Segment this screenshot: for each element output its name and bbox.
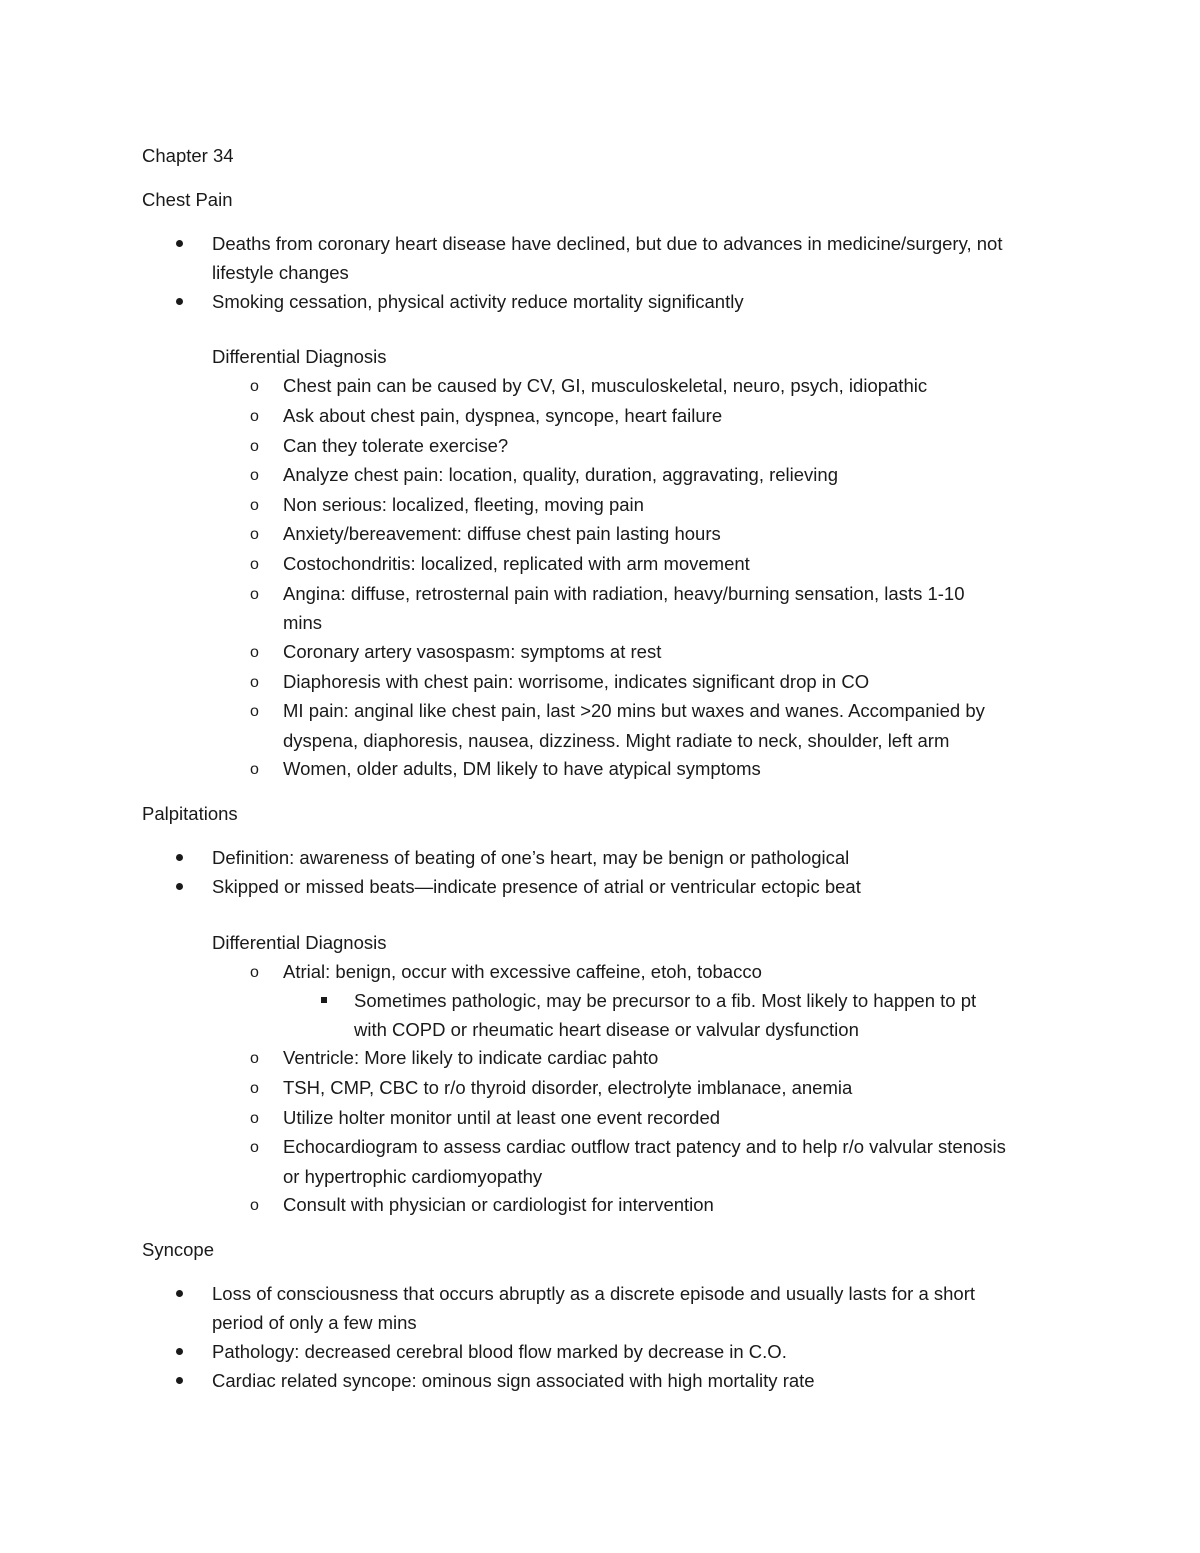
list-item: Can they tolerate exercise? (283, 435, 509, 456)
subheading-differential-diagnosis: Differential Diagnosis (212, 932, 387, 953)
list-item: Analyze chest pain: location, quality, duration, aggravating, relieving (283, 464, 838, 485)
list-item: Coronary artery vasospasm: symptoms at rest (283, 641, 662, 662)
list-marker-icon: o (250, 1197, 259, 1214)
list-item: Costochondritis: localized, replicated with arm movement (283, 553, 750, 574)
bullet-text: Definition: awareness of beating of one’s heart, may be benign or pathological (212, 847, 850, 868)
list-item-continuation: mins (283, 612, 323, 633)
list-item: Non serious: localized, fleeting, moving pain (283, 494, 644, 515)
bullet-text: Smoking cessation, physical activity reduce mortality significantly (212, 291, 744, 312)
bullet-icon (176, 883, 183, 890)
list-marker-icon: o (250, 761, 259, 778)
square-bullet-icon (321, 997, 327, 1003)
list-item: Echocardiogram to assess cardiac outflow tract patency and to help r/o valvular stenosis (283, 1136, 1006, 1157)
list-marker-icon: o (250, 964, 259, 981)
list-item: Consult with physician or cardiologist for intervention (283, 1194, 714, 1215)
bullet-text: Cardiac related syncope: ominous sign associated with high mortality rate (212, 1370, 815, 1391)
bullet-text: Loss of consciousness that occurs abruptly as a discrete episode and usually lasts for a short (212, 1283, 976, 1304)
list-item: Utilize holter monitor until at least one event recorded (283, 1107, 721, 1128)
sub-list-item: Sometimes pathologic, may be precursor to a fib. Most likely to happen to pt (354, 990, 977, 1011)
sub-list-item-continuation: with COPD or rheumatic heart disease or valvular dysfunction (354, 1019, 859, 1040)
list-item: Women, older adults, DM likely to have atypical symptoms (283, 758, 761, 779)
list-marker-icon: o (250, 1139, 259, 1156)
bullet-text: Pathology: decreased cerebral blood flow marked by decrease in C.O. (212, 1341, 787, 1362)
list-item: Chest pain can be caused by CV, GI, musculoskeletal, neuro, psych, idiopathic (283, 375, 928, 396)
list-item-continuation: dyspena, diaphoresis, nausea, dizziness. Might radiate to neck, shoulder, left arm (283, 730, 950, 751)
bullet-icon (176, 240, 183, 247)
list-item: Anxiety/bereavement: diffuse chest pain lasting hours (283, 523, 721, 544)
bullet-text: Skipped or missed beats—indicate presence of atrial or ventricular ectopic beat (212, 876, 861, 897)
bullet-text-continuation: period of only a few mins (212, 1312, 417, 1333)
list-item-continuation: or hypertrophic cardiomyopathy (283, 1166, 543, 1187)
section-heading-palpitations: Palpitations (142, 803, 238, 824)
list-item: MI pain: anginal like chest pain, last >20 mins but waxes and wanes. Accompanied by (283, 700, 985, 721)
list-marker-icon: o (250, 703, 259, 720)
bullet-icon (176, 298, 183, 305)
bullet-icon (176, 1377, 183, 1384)
list-marker-icon: o (250, 556, 259, 573)
list-marker-icon: o (250, 467, 259, 484)
list-marker-icon: o (250, 644, 259, 661)
list-item: Ask about chest pain, dyspnea, syncope, heart failure (283, 405, 723, 426)
list-marker-icon: o (250, 1050, 259, 1067)
subheading-differential-diagnosis: Differential Diagnosis (212, 346, 387, 367)
chapter-title: Chapter 34 (142, 145, 234, 166)
list-marker-icon: o (250, 526, 259, 543)
list-marker-icon: o (250, 497, 259, 514)
list-marker-icon: o (250, 408, 259, 425)
list-marker-icon: o (250, 1080, 259, 1097)
section-heading-syncope: Syncope (142, 1239, 214, 1260)
list-item: Ventricle: More likely to indicate cardiac pahto (283, 1047, 659, 1068)
list-marker-icon: o (250, 438, 259, 455)
bullet-text: Deaths from coronary heart disease have declined, but due to advances in medicine/surgery, not (212, 233, 1003, 254)
section-heading-chest-pain: Chest Pain (142, 189, 233, 210)
list-item: Diaphoresis with chest pain: worrisome, indicates significant drop in CO (283, 671, 870, 692)
list-item: Angina: diffuse, retrosternal pain with radiation, heavy/burning sensation, lasts 1-10 (283, 583, 965, 604)
list-marker-icon: o (250, 378, 259, 395)
bullet-icon (176, 1290, 183, 1297)
list-item: TSH, CMP, CBC to r/o thyroid disorder, electrolyte imblanace, anemia (283, 1077, 853, 1098)
list-marker-icon: o (250, 586, 259, 603)
bullet-text-continuation: lifestyle changes (212, 262, 349, 283)
bullet-icon (176, 854, 183, 861)
list-marker-icon: o (250, 1110, 259, 1127)
list-item: Atrial: benign, occur with excessive caffeine, etoh, tobacco (283, 961, 762, 982)
bullet-icon (176, 1348, 183, 1355)
list-marker-icon: o (250, 674, 259, 691)
